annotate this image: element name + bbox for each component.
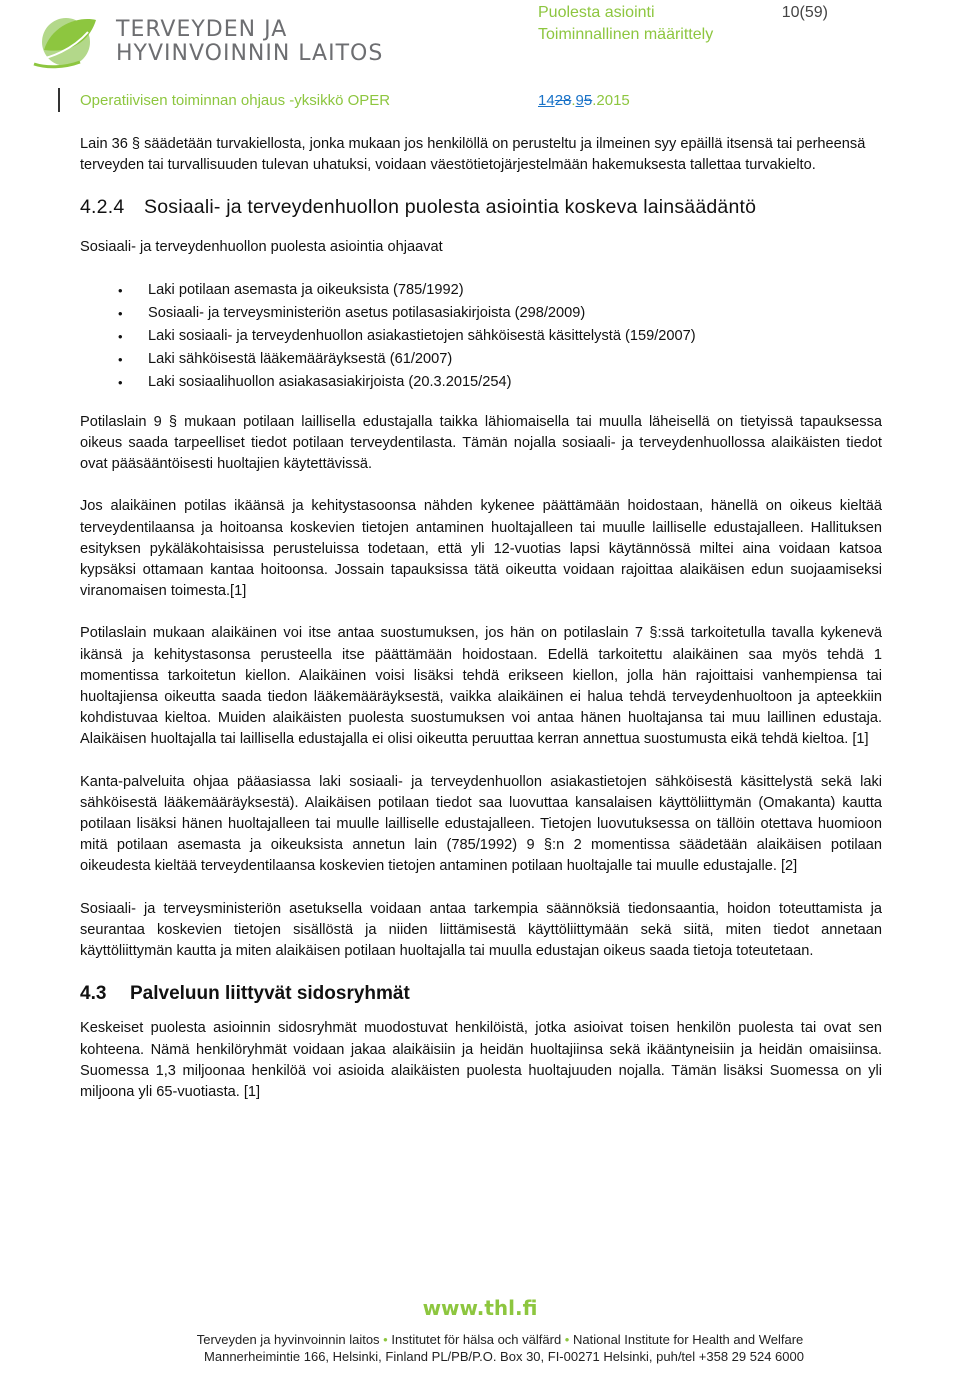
org-name-sv: Institutet för hälsa och välfärd xyxy=(391,1332,562,1347)
paragraph-sidosryhmat: Keskeiset puolesta asioinnin sidosryhmät muodostuvat henkilöistä, jotka asioivat toisen henkilön puolesta tai ovat sen kohteena. Nämä henkilöryhmät voidaan jakaa alaikäisiin ja heidän huoltajiinsa sekä ikääntyneisiin ja heidän omaisiinsa. Suomessa 1,3 miljoonaa henkilöä voi asioida alaikäisten puolesta huoltajuuden nojalla. Tämän lisäksi Suomessa on yli miljoona yli 65-vuotiasta. [1] xyxy=(80,1020,882,1101)
page-number: 10(59) xyxy=(781,4,828,21)
date-month-new: 9 xyxy=(575,92,584,109)
separator-dot: • xyxy=(564,1332,570,1347)
org-name-line1: TERVEYDEN JA xyxy=(116,17,288,42)
org-name-fi: Terveyden ja hyvinvoinnin laitos xyxy=(196,1332,380,1347)
leaf-logo-icon xyxy=(30,10,102,72)
doc-subtitle: Toiminnallinen määrittely xyxy=(538,26,714,43)
org-name xyxy=(116,18,383,66)
section-heading-4-3 xyxy=(80,983,882,1004)
page-footer xyxy=(0,1296,960,1364)
paragraph-alaikainen-potilas: Jos alaikäinen potilas ikäänsä ja kehitystasoonsa nähden kykenee päättämään hoidostaan, hänellä on oikeus kieltää terveydentilaansa ja hoitoansa koskevien tietojen antaminen huoltajalleen tai muulle lailliselle edustajalleen. Hallituksen esityksen pykäläkohtaisissa perusteluissa todetaan, että yli 12-vuotias lapsi käytännössä miltei aina voidaan katsoa kypsäksi ottamaan kantaa hoitoonsa. Jossain tapauksissa tätä oikeutta voidaan rajoittaa alaikäisen edun suojaamiseksi viranomaisen toimesta.[1] xyxy=(80,498,882,600)
list-item: • Laki sosiaali- ja terveydenhuollon asiakastietojen sähköisestä käsittelystä (159/2007) xyxy=(118,325,882,348)
date-day-new: 14 xyxy=(538,92,555,109)
doc-date xyxy=(538,92,630,109)
date-day-old: 28 xyxy=(554,92,572,109)
change-bar xyxy=(58,88,60,112)
section-title: Palveluun liittyvät sidosryhmät xyxy=(130,983,410,1005)
separator-dot: • xyxy=(383,1332,388,1347)
footer-org-names xyxy=(40,1332,960,1347)
list-item: • Laki sosiaalihuollon asiakasasiakirjoista (20.3.2015/254) xyxy=(118,371,882,394)
section-number: 4.2.4 xyxy=(80,196,125,219)
paragraph-potilaslain-9: Potilaslain 9 § mukaan potilaan laillisella edustajalla taikka lähiomaisella tai muulla läheisellä on tietyissä tapauksessa oikeus saada tarpeelliset tiedot potilaan terveydentilasta. Tämän nojalla sosiaali- ja terveydenhuollossa alaikäisten tiedot ovat pääsääntöisesti huoltajien käytettävissä. xyxy=(80,413,882,473)
paragraph-kanta-palvelut: Kanta-palveluita ohjaa pääasiassa laki sosiaali- ja terveydenhuollon asiakastietojen sähköisestä käsittelystä sekä laki sähköisestä lääkemääräyksestä). Alaikäisen potilaan tiedot saa luovuttaa kansalaisen käyttöliittymän (Omakanta) kautta potilaan lisäksi hänen huoltajalleen tai muulle lailliselle edustajalleen. Tietojen luovutuksessa on tällöin otettava huomioon mitä potilaan asemasta ja oikeuksista annetun lain (785/1992) 9 §:n 2 momentissa säädetään alaikäisen potilaan oikeudesta kieltää terveydentilaansa koskevien tietojen antaminen potilaan huoltajalle tai muulle edustajalle. [2] xyxy=(80,773,882,875)
paragraph-turvakielto: Lain 36 § säädetään turvakiellosta, jonka mukaan jos henkilöllä on perusteltu ja ilmeinen syy epäillä itsensä tai perheensä terveyden tai turvallisuuden tulevan uhatuksi, voidaan väestötietojärjestelmään hakemuksesta tallettaa turvakielto. xyxy=(80,136,866,174)
footer-address: Mannerheimintie 166, Helsinki, Finland PL/PB/P.O. Box 30, FI-00271 Helsinki, puh/tel +358 29 524 6000 xyxy=(204,1349,804,1364)
org-name-line2: HYVINVOINNIN LAITOS xyxy=(116,41,384,66)
unit-name: Operatiivisen toiminnan ohjaus -yksikkö OPER xyxy=(80,92,391,109)
list-intro: Sosiaali- ja terveydenhuollon puolesta asiointia ohjaavat xyxy=(80,238,443,255)
section-heading-4-2-4 xyxy=(80,197,882,218)
paragraph-suostumus: Potilaslain mukaan alaikäinen voi itse antaa suostumuksen, jos hän on potilaslain 7 §:ssä tarkoitetulla tavalla kykenevä ikänsä ja kehitystasonsa perusteella itse päättämään hoidostaan. Edellä tarkoitettu alaikäinen saa myös tehdä 1 momentissa tarkoitetun kiellon. Alaikäinen voisi lisäksi tehdä erikseen kiellon, jolla hän rajoittaisi vanhempiensa tai huoltajiensa oikeutta saada tiedon lääkemääräyksestä, vaikka alaikäinen ei halua tehdä terveydenhuoltoon ja apteekkiin kohdistuvaa kieltoa. Muiden alaikäisten puolesta suostumuksen voi antaa hänen huoltajansa tai muu laillinen edustaja. Alaikäisen huoltajalla tai laillisella edustajalla ei olisi oikeutta peruuttaa kerran annettua suostumusta eikä tehdä kieltoa. [1] xyxy=(80,625,882,748)
website-link[interactable]: www.thl.fi xyxy=(422,1296,538,1320)
bullet-icon: • xyxy=(118,282,123,298)
header-doc-info xyxy=(538,2,828,46)
paragraph-stm-asetus: Sosiaali- ja terveysministeriön asetuksella voidaan antaa tarkempia säännöksiä tiedonsaantia, hoidon toteuttamista ja seurantaa koskevien tietojen sisällöstä ja niiden liittämisestä käyttöliittymään sekä siitä, miten tiedot annetaan käyttöliittymän kautta ja miten alaikäisen potilaan huoltajalla tai muulla edustajan oikeus saada tietoja toteutetaan. xyxy=(80,900,882,960)
doc-title: Puolesta asiointi xyxy=(538,4,655,21)
section-number: 4.3 xyxy=(80,983,107,1005)
org-name-en: National Institute for Health and Welfare xyxy=(572,1332,804,1347)
list-item: • Laki potilaan asemasta ja oikeuksista (785/1992) xyxy=(118,279,882,302)
thl-logo xyxy=(30,10,390,72)
date-dot: . xyxy=(571,92,576,109)
bullet-icon: • xyxy=(118,328,123,344)
law-list xyxy=(80,279,882,394)
list-item: • Sosiaali- ja terveysministeriön asetus potilasasiakirjoista (298/2009) xyxy=(118,302,882,325)
date-month-old: 5 xyxy=(583,92,593,109)
bullet-icon: • xyxy=(118,351,123,367)
date-year: .2015 xyxy=(592,92,630,109)
bullet-icon: • xyxy=(118,305,123,321)
document-body xyxy=(80,134,882,1124)
section-title: Sosiaali- ja terveydenhuollon puolesta asiointia koskeva lainsäädäntö xyxy=(144,196,757,219)
list-item: • Laki sähköisestä lääkemääräyksestä (61/2007) xyxy=(118,348,882,371)
bullet-icon: • xyxy=(118,374,123,390)
